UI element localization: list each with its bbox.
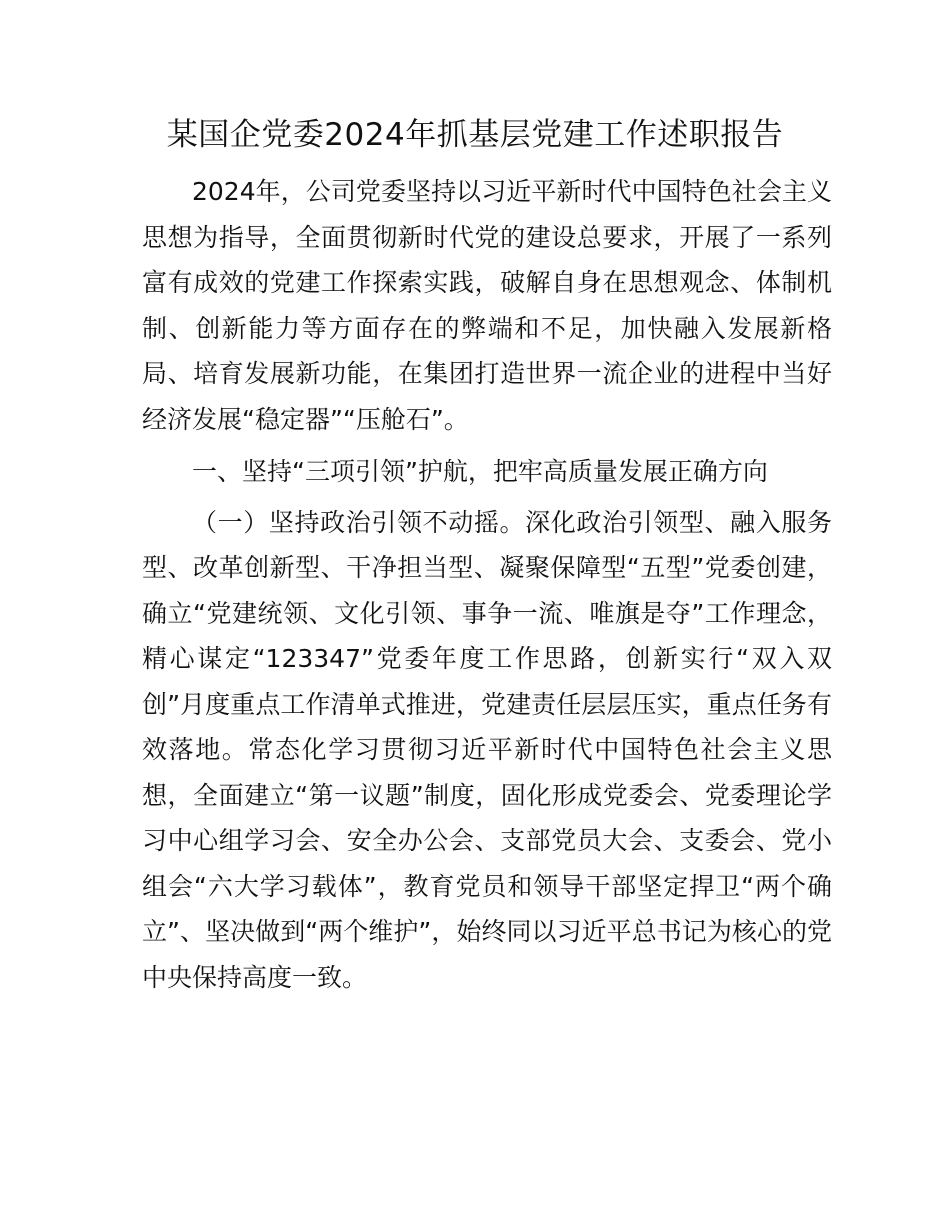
intro-paragraph: 2024年，公司党委坚持以习近平新时代中国特色社会主义思想为指导，全面贯彻新时代党的建设总要求，开展了一系列富有成效的党建工作探索实践，破解自身在思想观念、体制机制、创新能力等方面存在的弊端和不足，加快融入发展新格局、培育发展新功能，在集团打造世界一流企业的进程中当好经济发展“稳定器”“压舱石”。 bbox=[142, 177, 832, 434]
section-paragraph: （一）坚持政治引领不动摇。深化政治引领型、融入服务型、改革创新型、干净担当型、凝聚保障型“五型”党委创建，确立“党建统领、文化引领、事争一流、唯旗是夺”工作理念，精心谋定“123347”党委年度工作思路，创新实行“双入双创”月度重点工作清单式推进，党建责任层层压实，重点任务有效落地。常态化学习贯彻习近平新时代中国特色社会主义思想，全面建立“第一议题”制度，固化形成党委会、党委理论学习中心组学习会、安全办公会、支部党员大会、支委会、党小组会“六大学习载体”，教育党员和领导干部坚定捍卫“两个确立”、坚决做到“两个维护”，始终同以习近平总书记为核心的党中央保持高度一致。 bbox=[142, 507, 832, 992]
document-title: 某国企党委2024年抓基层党建工作述职报告 bbox=[166, 117, 784, 153]
section-heading: 一、坚持“三项引领”护航，把牢高质量发展正确方向 bbox=[192, 457, 768, 486]
document-body bbox=[142, 169, 832, 1000]
